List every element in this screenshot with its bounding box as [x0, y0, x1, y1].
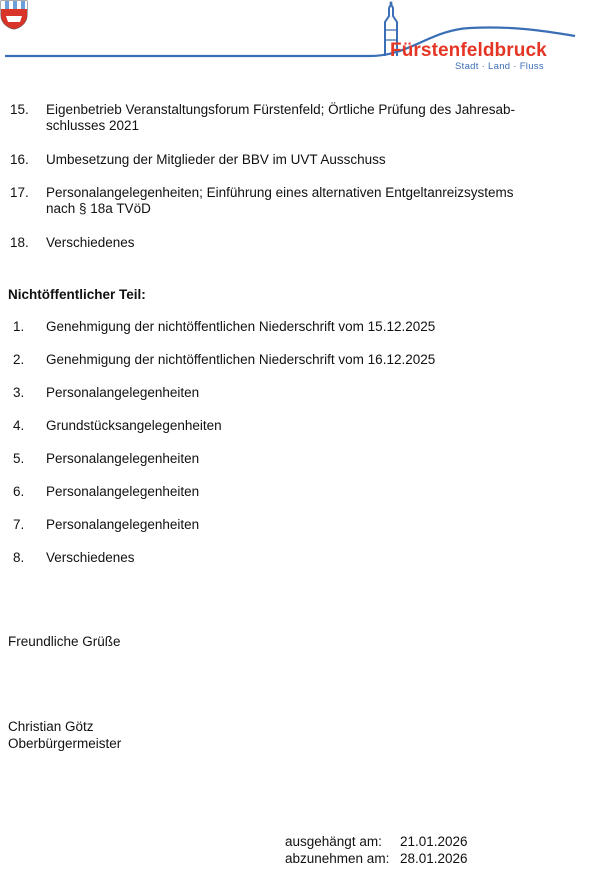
list-item	[0, 451, 600, 467]
item-number: 15.	[10, 102, 29, 117]
item-text: Personalangelegenheiten	[46, 484, 200, 499]
item-text: Grundstücksangelegenheiten	[46, 418, 222, 433]
item-number: 6.	[13, 484, 25, 499]
posting-notice	[285, 833, 468, 867]
list-item	[0, 235, 600, 251]
item-text: Genehmigung der nichtöffentlichen Niederschrift vom 15.12.2025	[46, 319, 436, 334]
item-text: Eigenbetrieb Veranstaltungsforum Fürstenfeld; Örtliche Prüfung des Jahresab-	[46, 102, 516, 117]
brand-name: Fürstenfeldbruck	[390, 40, 547, 61]
item-text: Personalangelegenheiten; Einführung eines alternativen Entgeltanreizsystems	[46, 185, 514, 200]
item-number: 7.	[13, 517, 25, 532]
item-number: 17.	[10, 185, 29, 200]
coat-of-arms-icon	[0, 0, 28, 30]
item-text: schlusses 2021	[46, 118, 140, 133]
list-item	[0, 484, 600, 500]
list-item	[0, 385, 600, 401]
item-number: 3.	[13, 385, 25, 400]
removal-date: 28.01.2026	[400, 851, 468, 866]
public-agenda-list	[0, 102, 600, 268]
signatory-title: Oberbürgermeister	[8, 736, 122, 751]
item-number: 8.	[13, 550, 25, 565]
list-item	[0, 152, 600, 168]
list-item	[0, 185, 600, 217]
item-text: Personalangelegenheiten	[46, 517, 200, 532]
closing-greeting: Freundliche Grüße	[8, 634, 121, 649]
item-number: 18.	[10, 235, 29, 250]
item-text: Genehmigung der nichtöffentlichen Niederschrift vom 16.12.2025	[46, 352, 436, 367]
posted-date: 21.01.2026	[400, 834, 468, 849]
item-number: 4.	[13, 418, 25, 433]
item-text: Personalangelegenheiten	[46, 385, 200, 400]
item-number: 5.	[13, 451, 25, 466]
item-text: Verschiedenes	[46, 235, 135, 250]
list-item	[0, 550, 600, 566]
item-text: Umbesetzung der Mitglieder der BBV im UVT Ausschuss	[46, 152, 386, 167]
item-number: 2.	[13, 352, 25, 367]
item-number: 16.	[10, 152, 29, 167]
letterhead	[0, 0, 600, 95]
list-item	[0, 102, 600, 134]
list-item	[0, 319, 600, 335]
item-number: 1.	[13, 319, 25, 334]
section-title: Nichtöffentlicher Teil:	[8, 287, 146, 302]
item-text: Personalangelegenheiten	[46, 451, 200, 466]
signature-block	[8, 718, 121, 752]
signatory-name: Christian Götz	[8, 719, 94, 734]
list-item	[0, 517, 600, 533]
brand-tagline: Stadt · Land · Fluss	[455, 61, 544, 72]
private-agenda-list	[0, 319, 600, 583]
posted-label: ausgehängt am:	[285, 834, 382, 849]
list-item	[0, 418, 600, 434]
item-text: Verschiedenes	[46, 550, 135, 565]
item-text: nach § 18a TVöD	[46, 201, 151, 216]
list-item	[0, 352, 600, 368]
removal-label: abzunehmen am:	[285, 851, 390, 866]
